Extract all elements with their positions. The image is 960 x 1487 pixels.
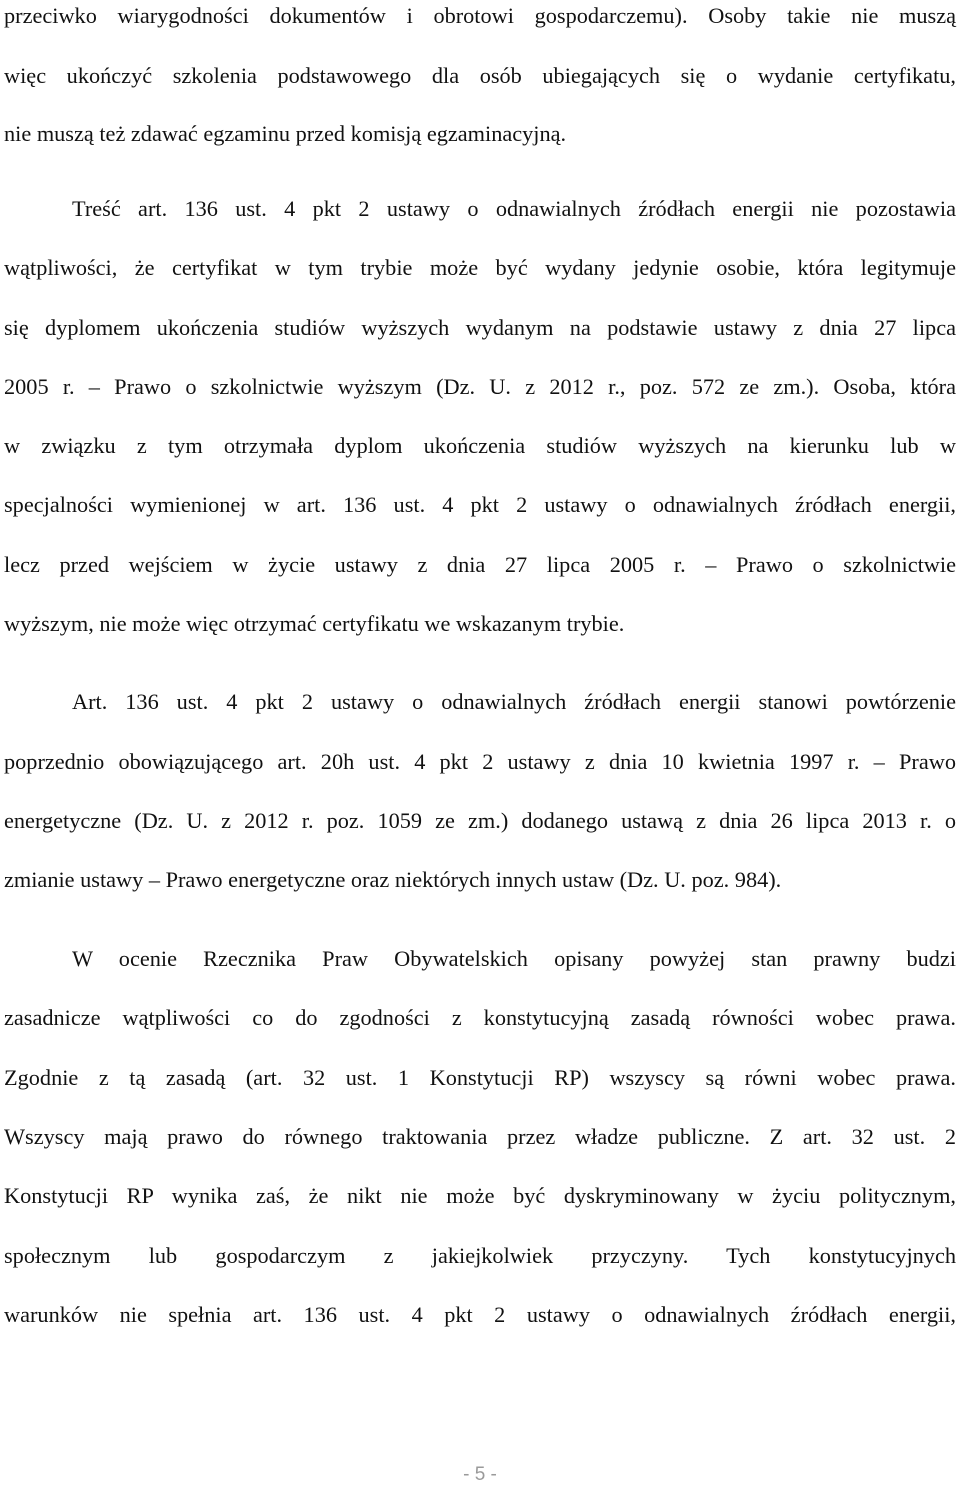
text-line: W ocenie Rzecznika Praw Obywatelskich opisany powyżej stan prawny budzi (72, 946, 956, 971)
text-line: nie muszą też zdawać egzaminu przed komisją egzaminacyjną. (4, 121, 567, 146)
text-line: wyższym, nie może więc otrzymać certyfikatu we wskazanym trybie. (4, 611, 625, 636)
text-line: Konstytucji RP wynika zaś, że nikt nie może być dyskryminowany w życiu politycznym, (4, 1183, 956, 1208)
text-line: energetyczne (Dz. U. z 2012 r. poz. 1059 ze zm.) dodanego ustawą z dnia 26 lipca 2013 r. o (4, 808, 956, 833)
text-line: zmianie ustawy ‒ Prawo energetyczne oraz niektórych innych ustaw (Dz. U. poz. 984). (4, 867, 782, 892)
text-line: Wszyscy mają prawo do równego traktowania przez władze publiczne. Z art. 32 ust. 2 (4, 1124, 956, 1149)
text-line: w związku z tym otrzymała dyplom ukończenia studiów wyższych na kierunku lub w (4, 433, 956, 458)
text-line: się dyplomem ukończenia studiów wyższych wydanym na podstawie ustawy z dnia 27 lipca (4, 315, 956, 340)
text-line: lecz przed wejściem w życie ustawy z dnia 27 lipca 2005 r. ‒ Prawo o szkolnictwie (4, 552, 956, 577)
text-line: warunków nie spełnia art. 136 ust. 4 pkt 2 ustawy o odnawialnych źródłach energii, (4, 1302, 956, 1327)
text-line: Treść art. 136 ust. 4 pkt 2 ustawy o odnawialnych źródłach energii nie pozostawia (72, 196, 956, 221)
text-line: poprzednio obowiązującego art. 20h ust. 4 pkt 2 ustawy z dnia 10 kwietnia 1997 r. ‒ Prawo (4, 749, 956, 774)
text-line: Art. 136 ust. 4 pkt 2 ustawy o odnawialnych źródłach energii stanowi powtórzenie (72, 689, 956, 714)
text-line: zasadnicze wątpliwości co do zgodności z konstytucyjną zasadą równości wobec prawa. (4, 1005, 956, 1030)
page-number: - 5 - (463, 1464, 497, 1485)
text-line: przeciwko wiarygodności dokumentów i obrotowi gospodarczemu). Osoby takie nie muszą (4, 3, 956, 28)
text-line: Zgodnie z tą zasadą (art. 32 ust. 1 Konstytucji RP) wszyscy są równi wobec prawa. (4, 1065, 956, 1090)
text-line: 2005 r. ‒ Prawo o szkolnictwie wyższym (Dz. U. z 2012 r., poz. 572 ze zm.). Osoba, która (4, 374, 956, 399)
text-line: wątpliwości, że certyfikat w tym trybie może być wydany jedynie osobie, która legitymuje (4, 255, 956, 280)
text-line: więc ukończyć szkolenia podstawowego dla osób ubiegających się o wydanie certyfikatu, (4, 63, 956, 88)
text-line: specjalności wymienionej w art. 136 ust. 4 pkt 2 ustawy o odnawialnych źródłach energii, (4, 492, 956, 517)
text-line: społecznym lub gospodarczym z jakiejkolwiek przyczyny. Tych konstytucyjnych (4, 1243, 956, 1268)
